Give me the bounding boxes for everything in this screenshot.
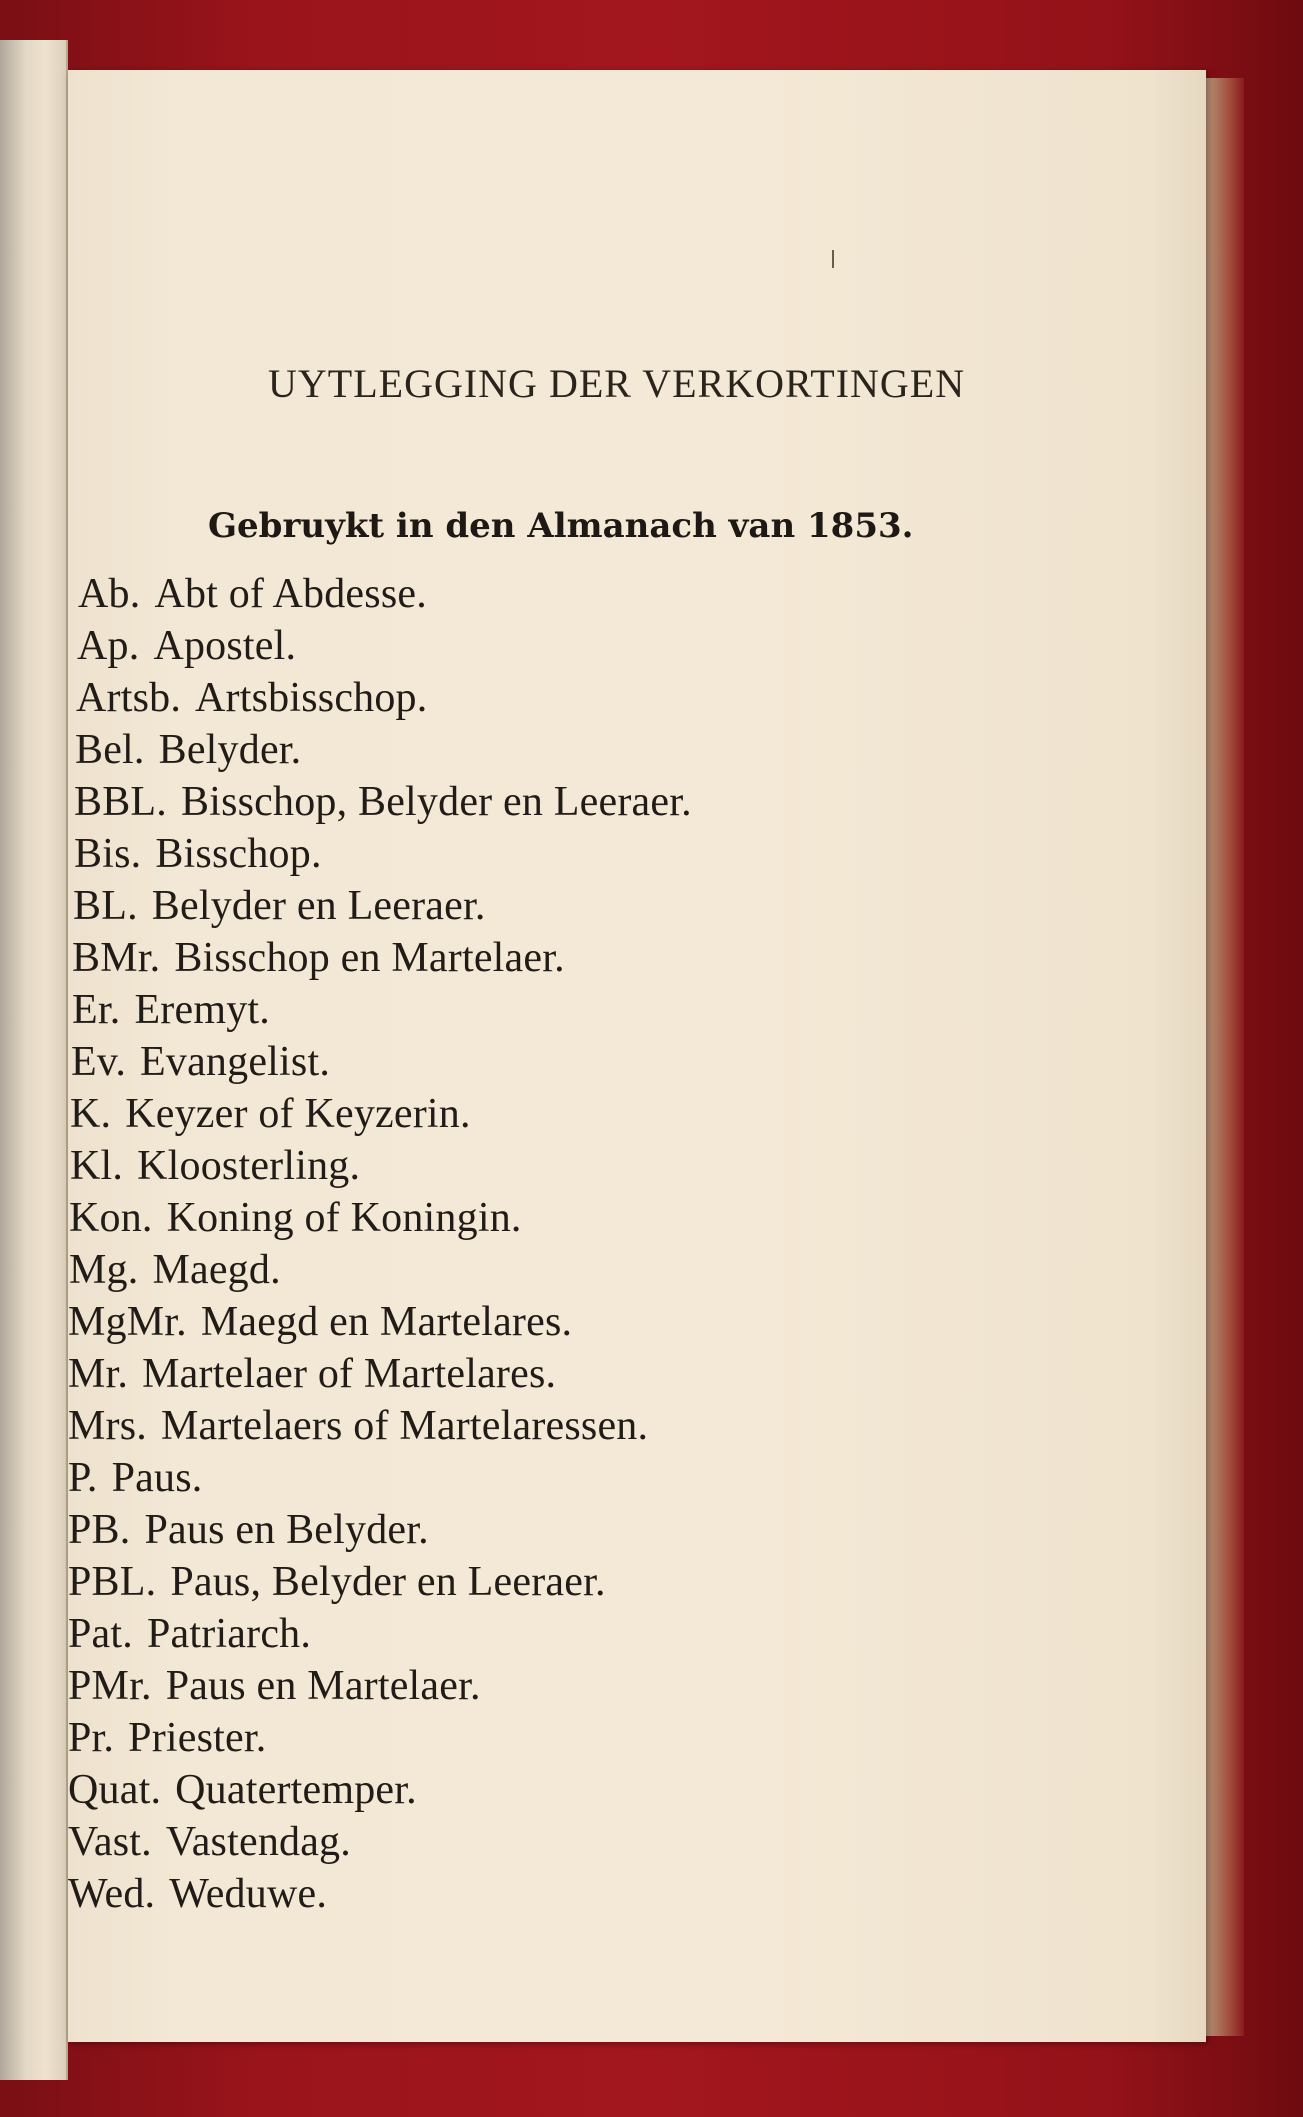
abbreviation-entry [74,778,692,826]
abbreviation-entry [68,1402,648,1450]
abbreviation-entry [68,1818,351,1866]
abbreviation-term: Eremyt. [134,987,270,1033]
abbreviation-term: Belyder en Leeraer. [151,883,486,929]
abbreviation-code: Vast. [68,1819,152,1865]
abbreviation-entry [68,1454,202,1502]
abbreviation-code: BMr. [72,935,161,981]
abbreviation-entry [68,1714,266,1762]
abbreviation-code: Bel. [75,727,145,773]
abbreviation-entry [72,934,565,982]
abbreviation-term: Abt of Abdesse. [154,571,427,617]
abbreviation-code: Kon. [69,1195,153,1241]
abbreviation-entry [77,622,296,670]
abbreviation-entry [69,1194,522,1242]
abbreviation-code: Pat. [68,1611,133,1657]
abbreviation-entry [73,882,486,930]
abbreviation-entry [68,1506,429,1554]
abbreviation-code: Kl. [70,1143,124,1189]
abbreviation-code: MgMr. [68,1299,187,1345]
abbreviation-entry [70,1142,360,1190]
abbreviation-term: Apostel. [153,623,297,669]
abbreviation-term: Paus, Belyder en Leeraer. [170,1559,606,1605]
abbreviation-term: Bisschop. [155,831,322,877]
abbreviation-entry [70,1090,471,1138]
abbreviation-term: Maegd. [152,1247,281,1293]
page-title: UYTLEGGING DER VERKORTINGEN [268,361,966,406]
abbreviation-code: Ab. [78,571,141,617]
book-page [68,70,1206,2042]
abbreviation-entry [68,1298,572,1346]
abbreviation-code: Bis. [74,831,142,877]
abbreviation-entry [72,986,270,1034]
abbreviation-entry [71,1038,330,1086]
page-subtitle: Gebruykt in den Almanach van 1853. [208,506,914,546]
abbreviation-term: Quatertemper. [175,1767,417,1813]
abbreviation-code: Ap. [77,623,140,669]
abbreviation-term: Maegd en Martelares. [200,1299,573,1345]
abbreviation-code: PBL. [68,1559,157,1605]
abbreviation-term: Paus en Martelaer. [165,1663,481,1709]
abbreviation-entry [68,1662,481,1710]
abbreviation-code: BL. [73,883,138,929]
abbreviation-code: Mg. [69,1247,139,1293]
abbreviation-entry [74,830,322,878]
page-mark [832,250,834,268]
abbreviation-term: Patriarch. [146,1611,312,1657]
abbreviation-entry [68,1610,311,1658]
abbreviation-term: Priester. [128,1715,267,1761]
abbreviation-term: Martelaer of Martelares. [142,1351,557,1397]
abbreviation-term: Vastendag. [165,1819,351,1865]
abbreviation-entry [68,1870,327,1918]
right-page-edge [1206,78,1244,2036]
abbreviation-code: K. [70,1091,112,1137]
abbreviation-entry [75,726,301,774]
abbreviation-term: Paus en Belyder. [144,1507,429,1553]
abbreviation-term: Belyder. [158,727,302,773]
abbreviation-code: Mrs. [68,1403,147,1449]
abbreviation-code: Mr. [68,1351,129,1397]
abbreviation-term: Bisschop, Belyder en Leeraer. [180,779,692,825]
abbreviation-code: Artsb. [76,675,182,721]
abbreviation-entry [78,570,427,618]
abbreviation-code: PB. [68,1507,131,1553]
abbreviation-code: Ev. [71,1039,127,1085]
abbreviation-term: Artsbisschop. [195,675,428,721]
abbreviation-code: PMr. [68,1663,152,1709]
abbreviation-code: P. [68,1455,98,1501]
abbreviation-code: Wed. [68,1871,156,1917]
abbreviation-term: Kloosterling. [137,1143,361,1189]
abbreviation-term: Evangelist. [140,1039,331,1085]
abbreviation-term: Paus. [111,1455,203,1501]
abbreviation-term: Keyzer of Keyzerin. [125,1091,471,1137]
abbreviation-entry [68,1558,606,1606]
abbreviation-code: Quat. [68,1767,162,1813]
abbreviation-term: Weduwe. [169,1871,328,1917]
abbreviation-term: Koning of Koningin. [166,1195,522,1241]
abbreviation-code: BBL. [74,779,167,825]
abbreviation-code: Pr. [68,1715,115,1761]
abbreviation-entry [76,674,427,722]
abbreviation-code: Er. [72,987,121,1033]
abbreviation-entry [68,1766,417,1814]
abbreviation-entry [68,1350,556,1398]
abbreviation-term: Bisschop en Martelaer. [174,935,565,981]
left-page-edge [0,40,68,2080]
abbreviation-term: Martelaers of Martelaressen. [160,1403,649,1449]
abbreviation-entry [69,1246,281,1294]
